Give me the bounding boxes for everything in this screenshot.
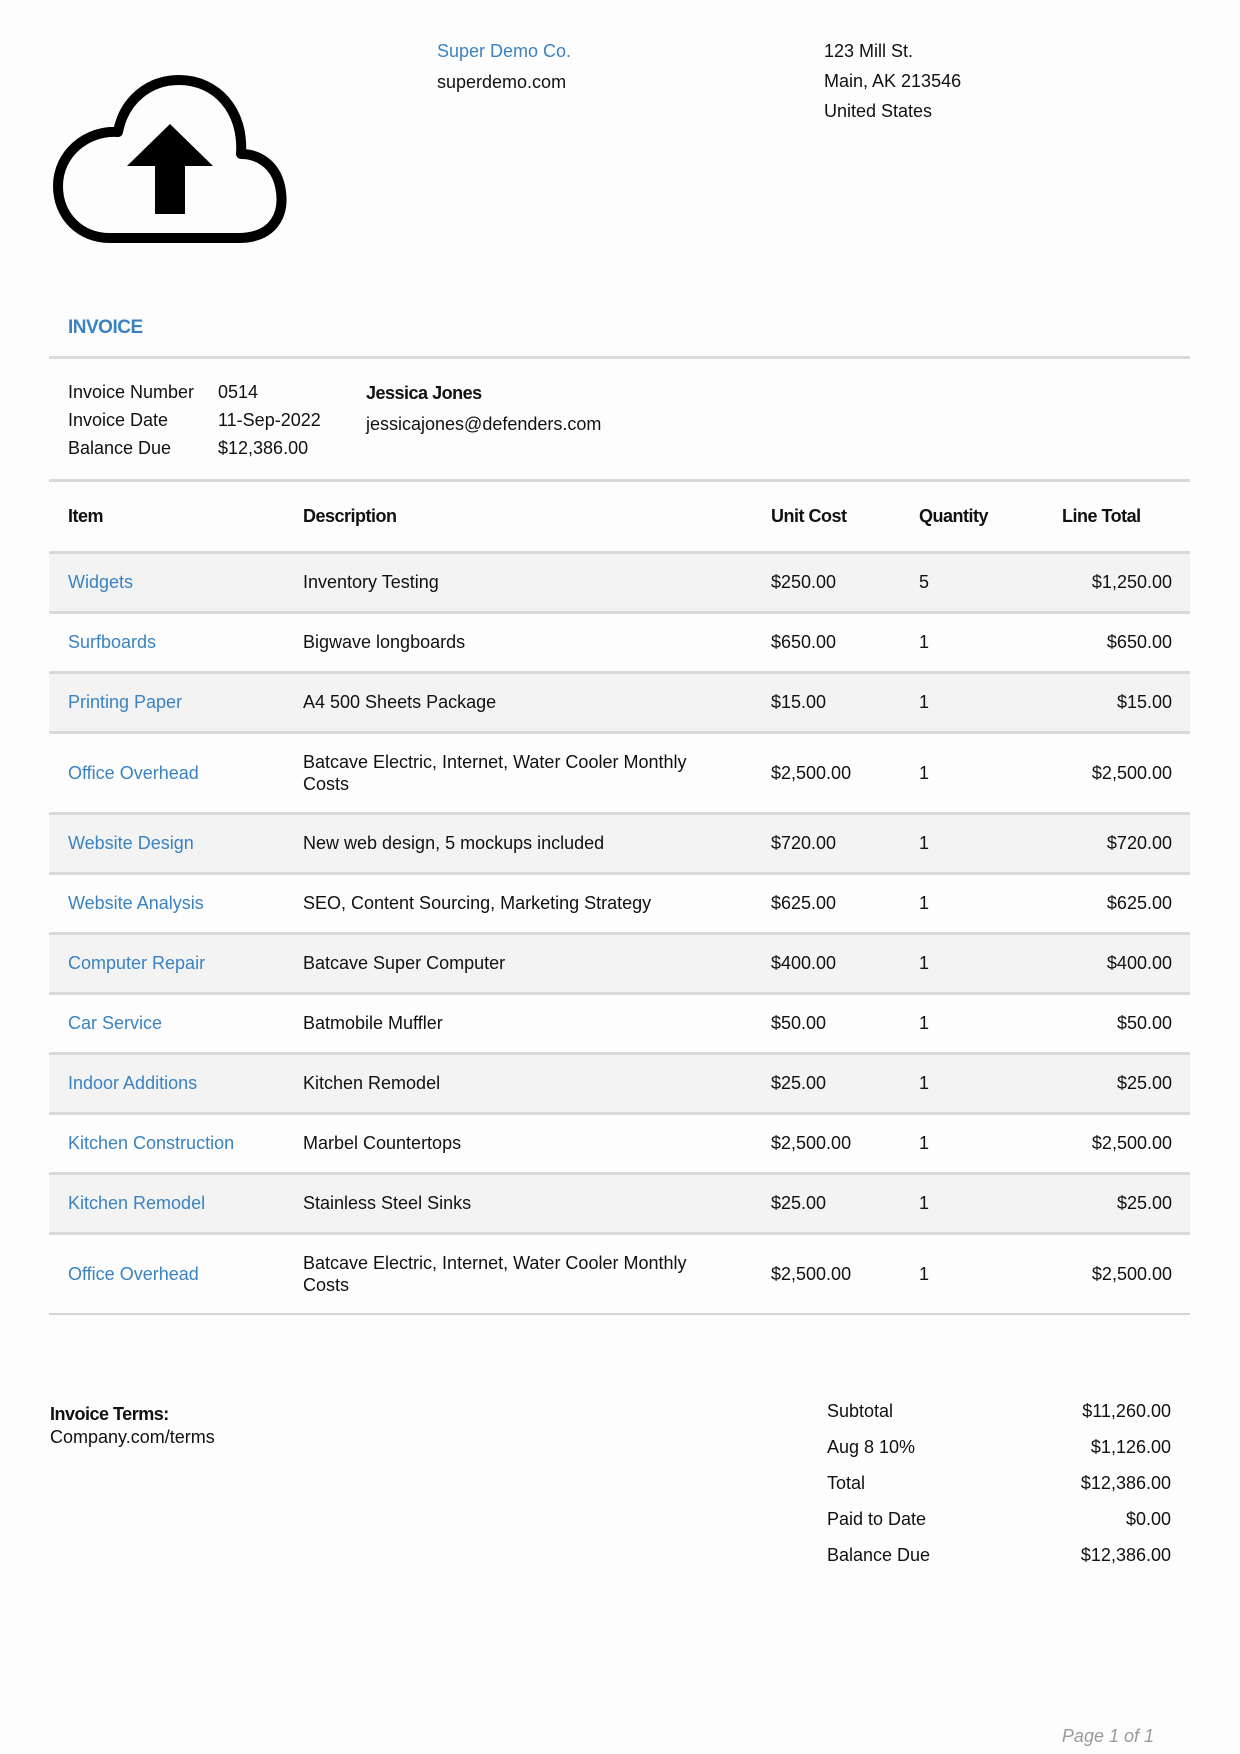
invoice-date: 11-Sep-2022 bbox=[218, 410, 321, 430]
invoice-meta bbox=[68, 378, 321, 462]
item-name[interactable]: Car Service bbox=[49, 993, 303, 1053]
item-quantity: 1 bbox=[914, 1233, 1062, 1314]
totals-label: Paid to Date bbox=[827, 1509, 927, 1529]
item-name[interactable]: Office Overhead bbox=[49, 1233, 303, 1314]
cloud-upload-icon bbox=[48, 62, 288, 246]
item-quantity: 1 bbox=[914, 1173, 1062, 1233]
item-name[interactable]: Surfboards bbox=[49, 612, 303, 672]
item-name[interactable]: Kitchen Remodel bbox=[49, 1173, 303, 1233]
item-description: New web design, 5 mockups included bbox=[303, 813, 771, 873]
item-unit-cost: $25.00 bbox=[771, 1173, 914, 1233]
address-line: United States bbox=[824, 101, 933, 121]
balance-due: $12,386.00 bbox=[218, 438, 309, 458]
column-header-item: Item bbox=[49, 482, 303, 552]
item-line-total: $625.00 bbox=[1062, 873, 1190, 933]
item-quantity: 5 bbox=[914, 552, 1062, 612]
table-row bbox=[49, 672, 1190, 732]
totals-summary bbox=[827, 1396, 1171, 1576]
invoice-heading: INVOICE bbox=[68, 317, 143, 338]
company-website: superdemo.com bbox=[437, 72, 567, 92]
table-row bbox=[49, 612, 1190, 672]
table-row bbox=[49, 873, 1190, 933]
totals-row bbox=[827, 1432, 1171, 1468]
company-address bbox=[824, 36, 961, 126]
item-description: Marbel Countertops bbox=[303, 1113, 771, 1173]
totals-row bbox=[827, 1396, 1171, 1432]
item-name[interactable]: Indoor Additions bbox=[49, 1053, 303, 1113]
table-row bbox=[49, 813, 1190, 873]
item-description: Batmobile Muffler bbox=[303, 993, 771, 1053]
item-name[interactable]: Website Analysis bbox=[49, 873, 303, 933]
invoice-date-label: Invoice Date bbox=[68, 410, 169, 430]
company-info bbox=[437, 36, 571, 98]
item-line-total: $650.00 bbox=[1062, 612, 1190, 672]
item-quantity: 1 bbox=[914, 873, 1062, 933]
column-header-description: Description bbox=[303, 482, 771, 552]
totals-value: $12,386.00 bbox=[1080, 1473, 1171, 1493]
item-quantity: 1 bbox=[914, 1113, 1062, 1173]
item-unit-cost: $2,500.00 bbox=[771, 732, 914, 813]
totals-value: $12,386.00 bbox=[1080, 1545, 1171, 1565]
column-header-unit-cost: Unit Cost bbox=[771, 482, 914, 552]
item-name[interactable]: Widgets bbox=[49, 552, 303, 612]
item-description: Inventory Testing bbox=[303, 552, 771, 612]
item-name[interactable]: Printing Paper bbox=[49, 672, 303, 732]
item-description: Batcave Electric, Internet, Water Cooler Monthly Costs bbox=[303, 1233, 771, 1314]
address-line: Main, AK 213546 bbox=[824, 71, 962, 91]
item-unit-cost: $400.00 bbox=[771, 933, 914, 993]
column-header-quantity: Quantity bbox=[914, 482, 1062, 552]
balance-due-label: Balance Due bbox=[68, 438, 172, 458]
address-line: 123 Mill St. bbox=[824, 41, 914, 61]
totals-value: $11,260.00 bbox=[1082, 1401, 1171, 1421]
item-quantity: 1 bbox=[914, 993, 1062, 1053]
totals-label: Subtotal bbox=[827, 1401, 894, 1421]
item-name[interactable]: Kitchen Construction bbox=[49, 1113, 303, 1173]
line-items-table bbox=[49, 482, 1190, 1315]
item-quantity: 1 bbox=[914, 612, 1062, 672]
item-line-total: $50.00 bbox=[1062, 993, 1190, 1053]
item-unit-cost: $50.00 bbox=[771, 993, 914, 1053]
item-line-total: $2,500.00 bbox=[1062, 1233, 1190, 1314]
terms-label: Invoice Terms: bbox=[50, 1404, 169, 1424]
item-description: Stainless Steel Sinks bbox=[303, 1173, 771, 1233]
item-unit-cost: $2,500.00 bbox=[771, 1233, 914, 1314]
item-unit-cost: $625.00 bbox=[771, 873, 914, 933]
item-name[interactable]: Computer Repair bbox=[49, 933, 303, 993]
item-line-total: $720.00 bbox=[1062, 813, 1190, 873]
client-info bbox=[366, 378, 601, 440]
totals-label: Total bbox=[827, 1473, 866, 1493]
totals-label: Balance Due bbox=[827, 1545, 931, 1565]
item-description: Kitchen Remodel bbox=[303, 1053, 771, 1113]
invoice-terms bbox=[50, 1403, 215, 1449]
item-unit-cost: $2,500.00 bbox=[771, 1113, 914, 1173]
totals-value: $0.00 bbox=[1125, 1509, 1171, 1529]
item-unit-cost: $25.00 bbox=[771, 1053, 914, 1113]
table-row bbox=[49, 552, 1190, 612]
item-unit-cost: $720.00 bbox=[771, 813, 914, 873]
table-row bbox=[49, 1233, 1190, 1314]
table-row bbox=[49, 1173, 1190, 1233]
item-line-total: $2,500.00 bbox=[1062, 732, 1190, 813]
totals-row bbox=[827, 1504, 1171, 1540]
table-row bbox=[49, 732, 1190, 813]
item-description: SEO, Content Sourcing, Marketing Strategy bbox=[303, 873, 771, 933]
totals-value: $1,126.00 bbox=[1090, 1437, 1171, 1457]
table-header-row bbox=[49, 482, 1190, 552]
item-unit-cost: $15.00 bbox=[771, 672, 914, 732]
item-name[interactable]: Website Design bbox=[49, 813, 303, 873]
totals-row bbox=[827, 1540, 1171, 1576]
item-description: Batcave Electric, Internet, Water Cooler Monthly Costs bbox=[303, 732, 771, 813]
item-quantity: 1 bbox=[914, 672, 1062, 732]
item-description: Bigwave longboards bbox=[303, 612, 771, 672]
item-line-total: $1,250.00 bbox=[1062, 552, 1190, 612]
table-row bbox=[49, 1113, 1190, 1173]
column-header-line-total: Line Total bbox=[1062, 482, 1190, 552]
item-line-total: $400.00 bbox=[1062, 933, 1190, 993]
company-name[interactable]: Super Demo Co. bbox=[437, 41, 572, 61]
item-unit-cost: $250.00 bbox=[771, 552, 914, 612]
item-quantity: 1 bbox=[914, 933, 1062, 993]
item-line-total: $2,500.00 bbox=[1062, 1113, 1190, 1173]
terms-value: Company.com/terms bbox=[50, 1427, 215, 1447]
item-line-total: $25.00 bbox=[1062, 1053, 1190, 1113]
item-description: A4 500 Sheets Package bbox=[303, 672, 771, 732]
item-description: Batcave Super Computer bbox=[303, 933, 771, 993]
table-row bbox=[49, 1053, 1190, 1113]
totals-row bbox=[827, 1468, 1171, 1504]
client-name: Jessica Jones bbox=[366, 383, 482, 403]
item-unit-cost: $650.00 bbox=[771, 612, 914, 672]
item-line-total: $15.00 bbox=[1062, 672, 1190, 732]
item-quantity: 1 bbox=[914, 813, 1062, 873]
table-row bbox=[49, 993, 1190, 1053]
item-name[interactable]: Office Overhead bbox=[49, 732, 303, 813]
item-line-total: $25.00 bbox=[1062, 1173, 1190, 1233]
divider bbox=[49, 356, 1190, 359]
table-row bbox=[49, 933, 1190, 993]
invoice-number-label: Invoice Number bbox=[68, 382, 195, 402]
page-number: Page 1 of 1 bbox=[1061, 1726, 1154, 1746]
totals-label: Aug 8 10% bbox=[827, 1437, 916, 1457]
client-email: jessicajones@defenders.com bbox=[366, 414, 602, 434]
item-quantity: 1 bbox=[914, 1053, 1062, 1113]
invoice-number: 0514 bbox=[218, 382, 259, 402]
item-quantity: 1 bbox=[914, 732, 1062, 813]
